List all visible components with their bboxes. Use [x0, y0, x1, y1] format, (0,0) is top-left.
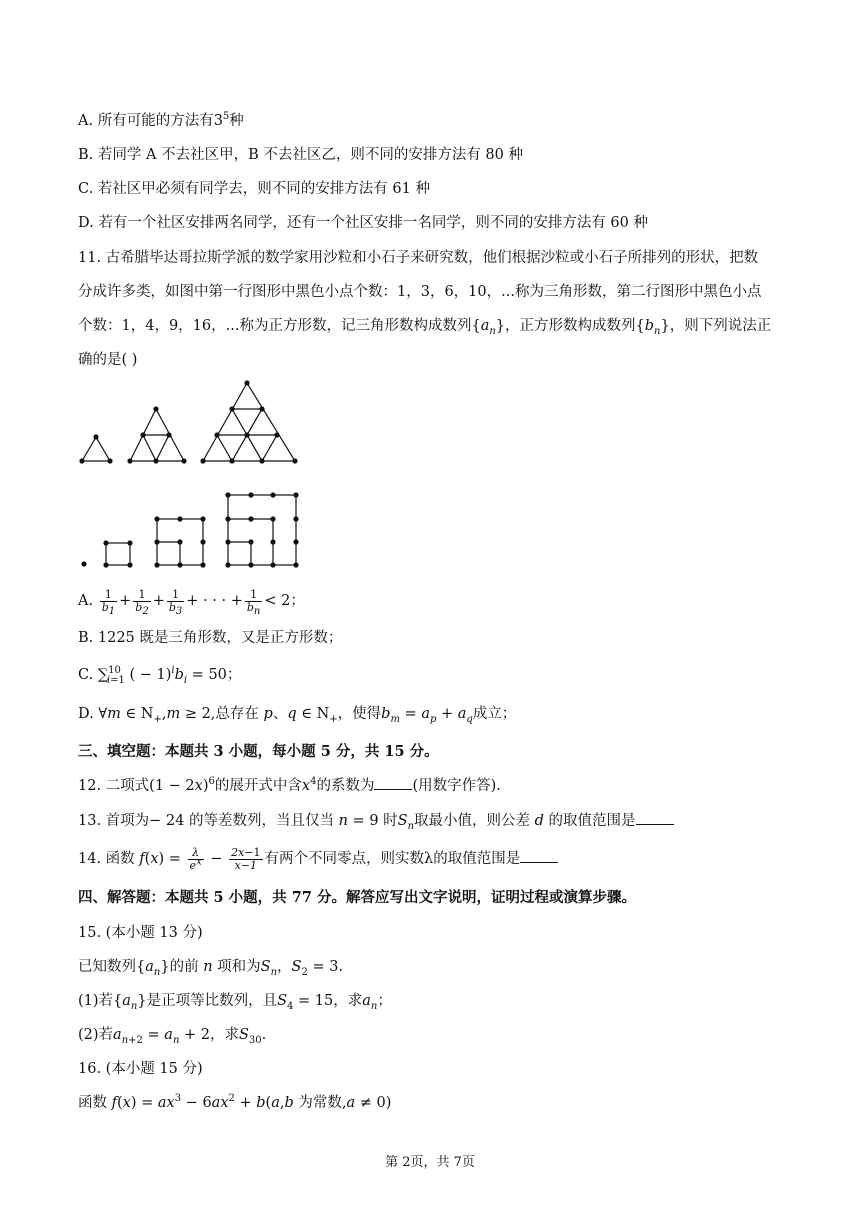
triangle-dots — [79, 380, 297, 463]
page-footer: 第 2页，共 7页 — [385, 1155, 475, 1170]
section-3-heading: 三、填空题：本题共 3 小题，每小题 5 分，共 15 分。 — [78, 743, 439, 760]
triangle-3 — [203, 383, 295, 461]
triangle-figures — [82, 383, 295, 461]
section-4-heading: 四、解答题：本题共 5 小题，共 77 分。解答应写出文字说明，证明过程或演算步骤。 — [78, 889, 636, 906]
q10-option-b: B. 若同学 A 不去社区甲，B 不去社区乙，则不同的安排方法有 80 种 — [78, 147, 523, 163]
q14: 14. 函数 f(x) = $\frac{\lambda}{e^x}$ − $\frac{2x-1}{x-1}$ 有两个不同零点，则实数λ的取值范围是 — [78, 846, 558, 872]
q15-title: 15. (本小题 13 分) — [78, 925, 203, 941]
q11-option-a: A. $\frac{1}{b_1}$ + $\frac{1}{b_2}$ + $\frac{1}{b_3}$ + · · · + $\frac{1}{b_n}$ < 2； — [78, 587, 305, 617]
square-4 — [228, 495, 296, 565]
square-figures — [106, 495, 296, 565]
q11-option-b: B. 1225 既是三角形数，又是正方形数； — [78, 630, 343, 646]
square-dots — [81, 492, 298, 567]
q16-title: 16. (本小题 15 分) — [78, 1061, 203, 1077]
q11-stem-line4: 确的是( ) — [78, 352, 138, 368]
q11-stem-line3: 个数：1，4，9，16，...称为正方形数，记三角形数构成数列$\{a_n\}$，正方形数构成数列$\{b_n\}$，则下列说法正 — [78, 318, 772, 337]
q15-part2: (2)若$a_{n+2} = a_n + 2$，求$S_{30}$. — [78, 1027, 267, 1046]
q11-stem-line1: 11. 古希腊毕达哥拉斯学派的数学家用沙粒和小石子来研究数，他们根据沙粒或小石子所排列的形状，把数 — [78, 250, 759, 266]
q12: 12. 二项式$(1 - 2x)^6$的展开式中含$x^4$的系数为 (用数字作答). — [78, 776, 501, 794]
q11-stem-line2: 分成许多类，如图中第一行图形中黑色小点个数：1，3，6，10，...称为三角形数，第二行图形中黑色小点 — [78, 284, 762, 300]
q10-option-c: C. 若社区甲必须有同学去，则不同的安排方法有 61 种 — [78, 181, 430, 197]
q15-stem: 已知数列$\{a_n\}$的前 n 项和为$S_n$，$S_2 = 3$. — [78, 959, 344, 978]
q13: 13. 首项为− 24 的等差数列，当且仅当 n = 9 时$S_n$取最小值，则公差 d 的取值范围是 — [78, 810, 674, 832]
q10-option-d: D. 若有一个社区安排两名同学，还有一个社区安排一名同学，则不同的安排方法有 60 种 — [78, 215, 648, 231]
q15-part1: (1)若$\{a_n\}$是正项等比数列，且$S_4 = 15$，求$a_n$； — [78, 993, 392, 1012]
square-2 — [106, 543, 130, 565]
q10-option-a: A. 所有可能的方法有$3^5$种 — [78, 111, 244, 129]
triangle-1 — [82, 437, 110, 461]
q11-option-d: D. ∀m ∈ $N_+,m \ge 2$,总存在 p、q ∈ $N_+$，使得$b_m = a_p + a_q$成立； — [78, 706, 517, 725]
q11-option-c: C. ∑$^{10}_{i=1}$ ( − $1)^ib_i = 50$； — [78, 665, 242, 686]
q16-stem: 函数 $f(x) = ax^3 - 6ax^2 + b(a,b$ 为常数,a ≠ 0) — [78, 1093, 392, 1111]
